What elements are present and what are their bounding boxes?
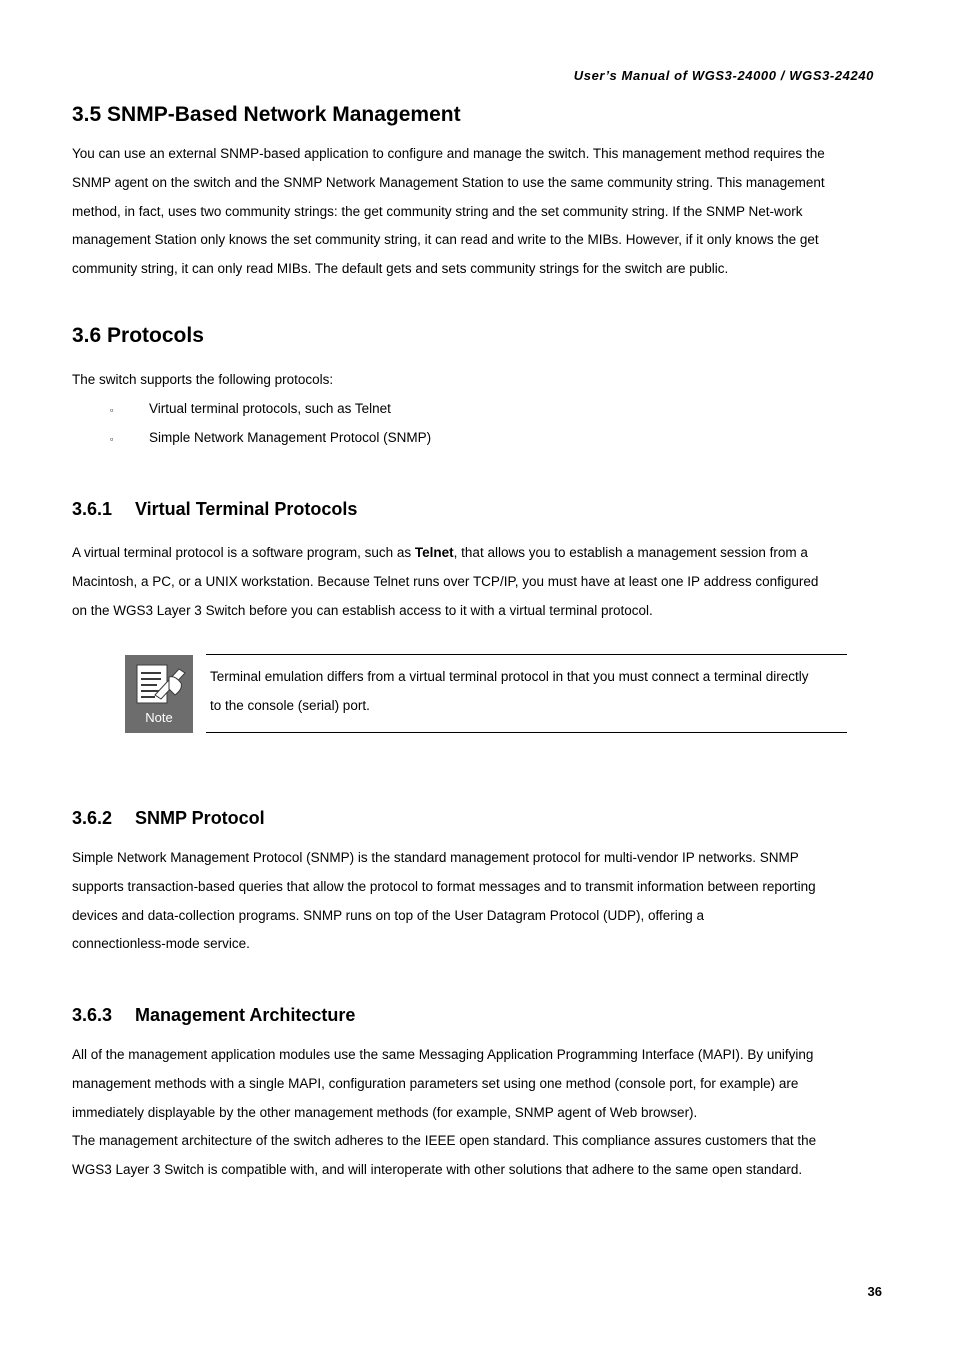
text-line: management methods with a single MAPI, configuration parameters set using one method (console port, for example) are xyxy=(72,1075,799,1091)
heading-3-6-1 xyxy=(72,499,357,520)
heading-3-6-2 xyxy=(72,808,265,829)
text-line: supports transaction-based queries that allow the protocol to format messages and to transmit information between reporting xyxy=(72,878,816,894)
heading-3-6-3 xyxy=(72,1005,355,1026)
text-line: Terminal emulation differs from a virtual terminal protocol in that you must connect a terminal directly xyxy=(210,669,809,684)
paragraph-snmp-management xyxy=(72,140,884,284)
text-line: You can use an external SNMP-based application to configure and manage the switch. This management method requires the xyxy=(72,146,825,161)
text-line: on the WGS3 Layer 3 Switch before you can establish access to it with a virtual terminal protocol. xyxy=(72,602,653,618)
note-text xyxy=(210,662,809,720)
note-label: Note xyxy=(145,710,173,725)
text-line xyxy=(72,539,884,568)
text-line: immediately displayable by the other management methods (for example, SNMP agent of Web browser). xyxy=(72,1104,698,1120)
text-line: SNMP agent on the switch and the SNMP Network Management Station to use the same community string. This management xyxy=(72,174,825,190)
text-line: WGS3 Layer 3 Switch is compatible with, and will interoperate with other solutions that adhere to the same open standard. xyxy=(72,1162,803,1178)
text-line: The switch supports the following protocols: xyxy=(72,372,334,387)
text-line: community string, it can only read MIBs. The default gets and sets community strings for the switch are public. xyxy=(72,261,729,277)
section-title: SNMP Protocol xyxy=(135,808,265,828)
note-icon xyxy=(125,655,193,733)
paragraph-virtual-terminal xyxy=(72,539,884,625)
section-title: Virtual Terminal Protocols xyxy=(135,499,358,519)
bullet-square-icon: ▫ xyxy=(110,434,114,444)
text-run: , that allows you to establish a management session from a xyxy=(453,545,808,560)
bullet-text: Simple Network Management Protocol (SNMP) xyxy=(149,430,432,445)
protocols-intro xyxy=(72,366,884,395)
page-number: 36 xyxy=(867,1284,882,1299)
note-top-rule xyxy=(206,654,847,655)
heading-3-5: 3.5 SNMP-Based Network Management xyxy=(72,103,461,126)
bullet-square-icon: ▫ xyxy=(110,405,114,415)
text-line: The management architecture of the switch adheres to the IEEE open standard. This compliance assures customers that the xyxy=(72,1133,817,1149)
bullet-item xyxy=(0,401,900,421)
section-title: Management Architecture xyxy=(135,1005,356,1025)
text-line: Simple Network Management Protocol (SNMP) is the standard management protocol for multi-vendor IP networks. SNMP xyxy=(72,850,799,865)
note-bottom-rule xyxy=(206,732,847,733)
text-line: All of the management application modules use the same Messaging Application Programming Interface (MAPI). By unifying xyxy=(72,1047,814,1062)
paragraph-management-architecture xyxy=(72,1041,884,1185)
section-number: 3.6.2 xyxy=(72,808,113,828)
text-line: connectionless-mode service. xyxy=(72,936,250,952)
text-line: Macintosh, a PC, or a UNIX workstation. Because Telnet runs over TCP/IP, you must have at least one IP address configured xyxy=(72,573,819,589)
text-run: A virtual terminal protocol is a software program, such as xyxy=(72,545,415,560)
text-line: devices and data-collection programs. SNMP runs on top of the User Datagram Protocol (UDP), offering a xyxy=(72,907,705,923)
emphasis-telnet: Telnet xyxy=(414,545,454,560)
bullet-text: Virtual terminal protocols, such as Telnet xyxy=(149,401,391,416)
paragraph-snmp-protocol xyxy=(72,844,884,959)
heading-3-6: 3.6 Protocols xyxy=(72,324,204,347)
text-line: management Station only knows the set community string, it can read and write to the MIBs. However, if it only knows the get xyxy=(72,232,819,248)
running-header: User’s Manual of WGS3-24000 / WGS3-24240 xyxy=(573,68,874,83)
text-line: method, in fact, uses two community strings: the get community string and the set community string. If the SNMP Net-work xyxy=(72,203,803,219)
section-number: 3.6.1 xyxy=(72,499,113,519)
bullet-item xyxy=(0,430,900,450)
text-line: to the console (serial) port. xyxy=(210,698,370,713)
section-number: 3.6.3 xyxy=(72,1005,113,1025)
